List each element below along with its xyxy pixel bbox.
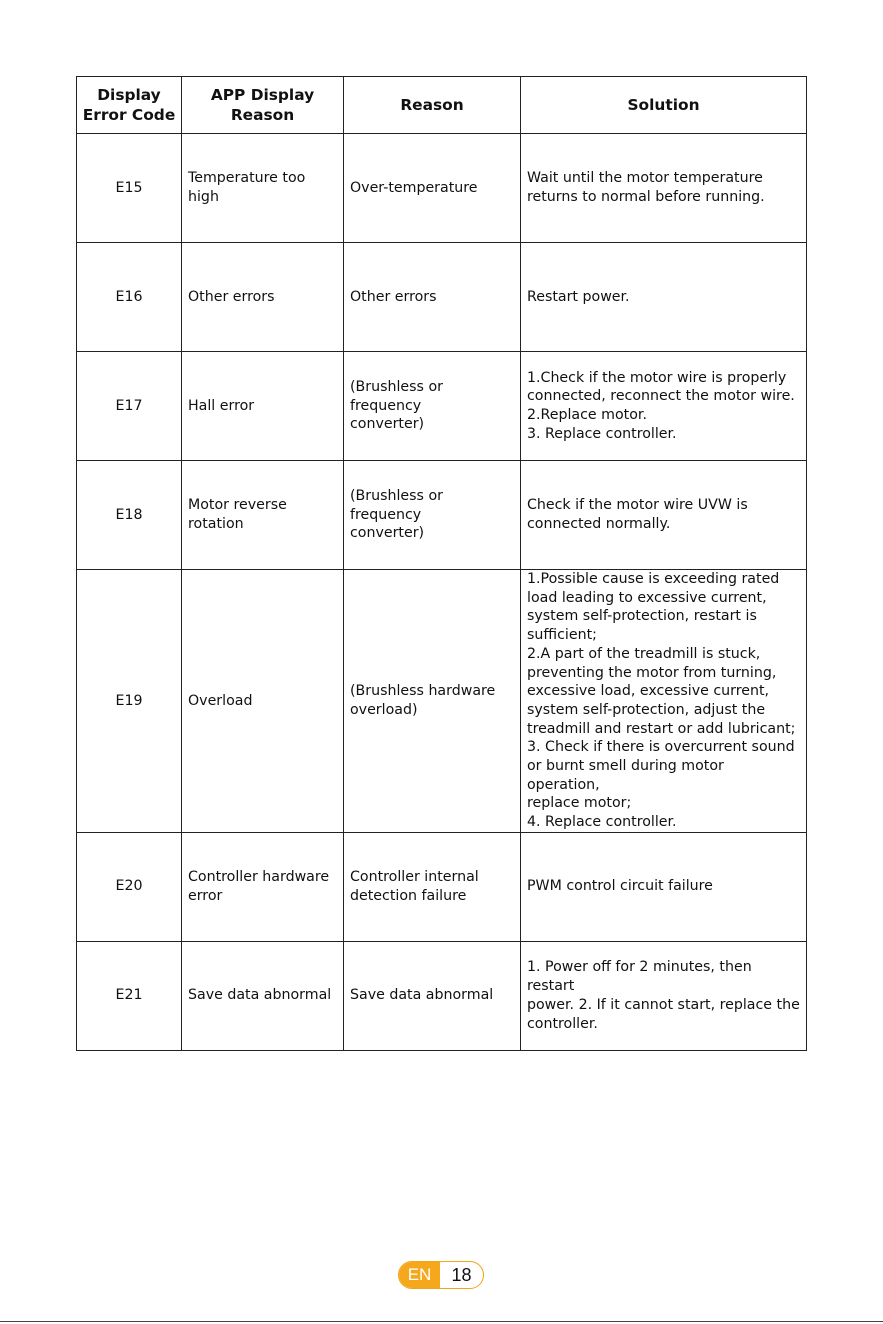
page-number: 18: [451, 1264, 472, 1285]
table-row: [77, 134, 807, 243]
header-display-error-code: Display Error Code: [77, 77, 182, 134]
table-row: [77, 832, 807, 941]
header-reason: Reason: [344, 77, 521, 134]
table-row: [77, 352, 807, 461]
solution-cell: Wait until the motor temperature returns to normal before running.: [521, 134, 807, 243]
app-reason-cell: Motor reverse rotation: [182, 461, 344, 570]
solution-cell: PWM control circuit failure: [521, 832, 807, 941]
solution-cell: 1.Possible cause is exceeding rated load leading to excessive current, system self-protection, restart is sufficient; 2.A part of the treadmill is stuck, preventing the motor from turning, excessive load, excessive current, system self-protection, adjust the treadmill and restart or add lubricant; 3. Check if there is overcurrent sound or burnt smell during motor operation, replace motor; 4. Replace controller.: [521, 570, 807, 833]
error-code-cell: E15: [77, 134, 182, 243]
app-reason-cell: Save data abnormal: [182, 941, 344, 1050]
bottom-divider: [0, 1321, 883, 1322]
solution-cell: 1. Power off for 2 minutes, then restart power. 2. If it cannot start, replace the controller.: [521, 941, 807, 1050]
app-reason-cell: Temperature too high: [182, 134, 344, 243]
reason-cell: Other errors: [344, 243, 521, 352]
app-reason-cell: Controller hardware error: [182, 832, 344, 941]
table-header-row: [77, 77, 807, 134]
error-code-cell: E18: [77, 461, 182, 570]
table-row: [77, 941, 807, 1050]
reason-cell: (Brushless or frequency converter): [344, 461, 521, 570]
app-reason-cell: Other errors: [182, 243, 344, 352]
solution-cell: 1.Check if the motor wire is properly connected, reconnect the motor wire. 2.Replace motor. 3. Replace controller.: [521, 352, 807, 461]
solution-cell: Check if the motor wire UVW is connected normally.: [521, 461, 807, 570]
error-code-cell: E21: [77, 941, 182, 1050]
language-label: EN: [399, 1262, 440, 1288]
table-row: [77, 570, 807, 833]
app-reason-cell: Hall error: [182, 352, 344, 461]
table-row: [77, 461, 807, 570]
error-code-cell: E16: [77, 243, 182, 352]
app-reason-cell: Overload: [182, 570, 344, 833]
header-app-display-reason: APP Display Reason: [182, 77, 344, 134]
page-number-badge: [398, 1261, 484, 1289]
error-code-cell: E20: [77, 832, 182, 941]
reason-cell: (Brushless or frequency converter): [344, 352, 521, 461]
error-code-table: [76, 76, 807, 1051]
solution-cell: Restart power.: [521, 243, 807, 352]
reason-cell: Over-temperature: [344, 134, 521, 243]
reason-cell: Controller internal detection failure: [344, 832, 521, 941]
header-solution: Solution: [521, 77, 807, 134]
table-row: [77, 243, 807, 352]
error-code-cell: E17: [77, 352, 182, 461]
error-code-cell: E19: [77, 570, 182, 833]
reason-cell: (Brushless hardware overload): [344, 570, 521, 833]
reason-cell: Save data abnormal: [344, 941, 521, 1050]
